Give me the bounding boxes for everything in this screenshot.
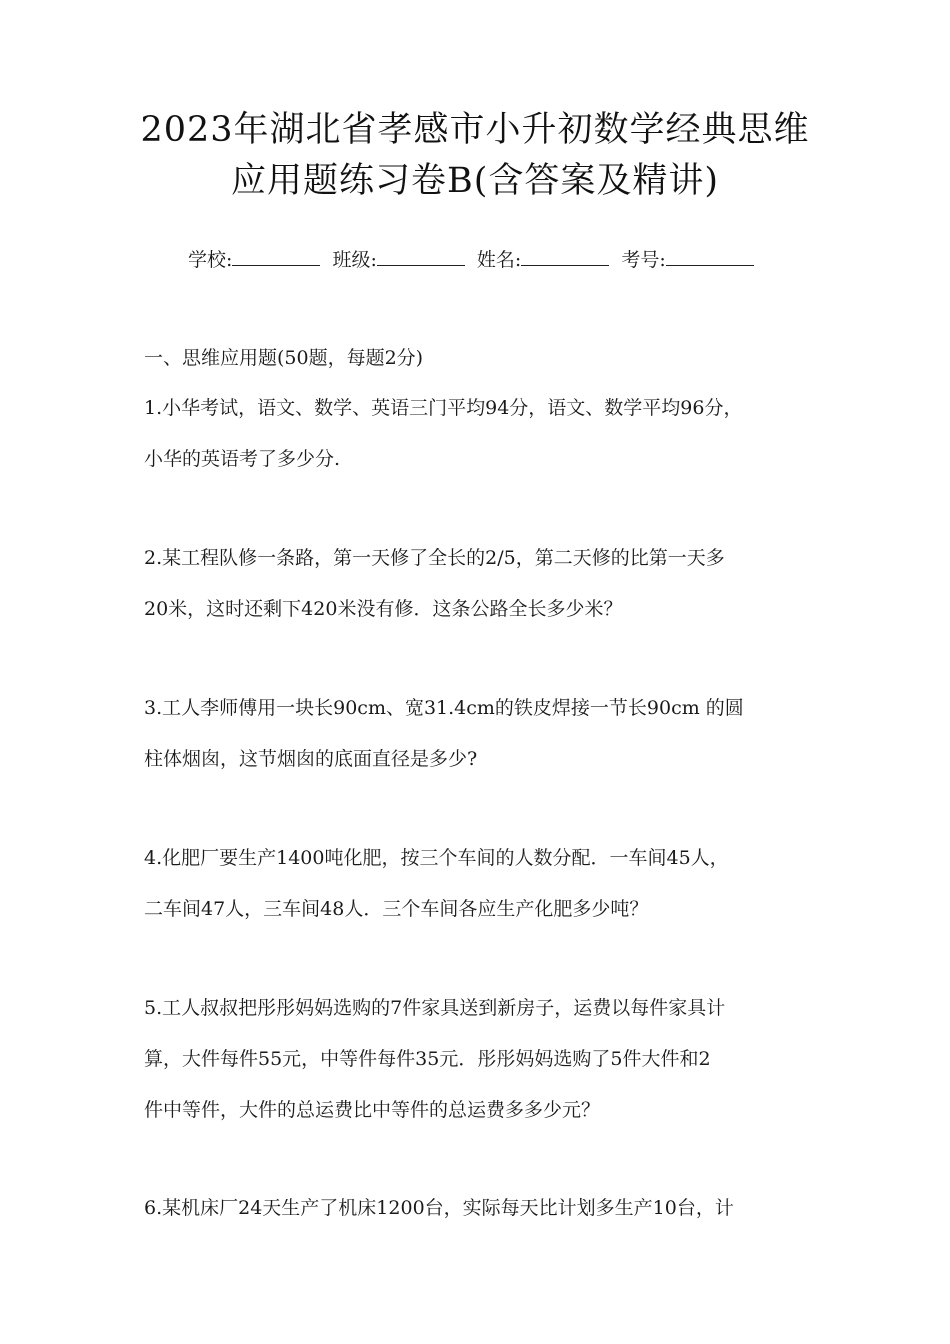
exam-number-blank xyxy=(666,247,754,266)
question-3 xyxy=(144,683,806,785)
question-line: 6.某机床厂24天生产了机床1200台，实际每天比计划多生产10台，计 xyxy=(144,1197,734,1219)
name-blank xyxy=(521,247,609,266)
question-line: 2.某工程队修一条路，第一天修了全长的2/5，第二天修的比第一天多 xyxy=(144,547,725,569)
question-line: 20米，这时还剩下420米没有修．这条公路全长多少米？ xyxy=(144,598,623,620)
question-line: 3.工人李师傅用一块长90cm、宽31.4cm的铁皮焊接一节长90cm 的圆 xyxy=(144,697,744,719)
section-heading: 一、思维应用题(50题，每题2分) xyxy=(144,347,424,369)
school-label: 学校: xyxy=(188,249,233,271)
question-5 xyxy=(144,983,806,1136)
question-line: 二车间47人，三车间48人．三个车间各应生产化肥多少吨？ xyxy=(144,898,649,920)
name-label: 姓名: xyxy=(476,249,522,271)
exam-number-label: 考号: xyxy=(621,249,666,271)
question-2 xyxy=(144,533,806,635)
question-line: 5.工人叔叔把彤彤妈妈选购的7件家具送到新房子，运费以每件家具计 xyxy=(144,997,726,1019)
question-line: 柱体烟囱，这节烟囱的底面直径是多少? xyxy=(144,748,478,770)
school-blank xyxy=(232,247,320,266)
document-title-line-1: 2023年湖北省孝感市小升初数学经典思维 xyxy=(140,110,810,150)
question-line: 件中等件，大件的总运费比中等件的总运费多多少元？ xyxy=(144,1099,601,1121)
question-line: 算，大件每件55元，中等件每件35元．彤彤妈妈选购了5件大件和2 xyxy=(144,1048,711,1070)
question-line: 小华的英语考了多少分. xyxy=(144,448,341,470)
student-info-line xyxy=(188,246,760,274)
question-1 xyxy=(144,383,806,485)
question-line: 4.化肥厂要生产1400吨化肥，按三个车间的人数分配．一车间45人， xyxy=(144,847,729,869)
class-label: 班级: xyxy=(332,249,377,271)
class-blank xyxy=(377,247,465,266)
question-6 xyxy=(144,1183,806,1234)
document-title-line-2: 应用题练习卷B(含答案及精讲) xyxy=(230,161,720,201)
question-4 xyxy=(144,833,806,935)
question-line: 1.小华考试，语文、数学、英语三门平均94分，语文、数学平均96分， xyxy=(144,397,743,419)
